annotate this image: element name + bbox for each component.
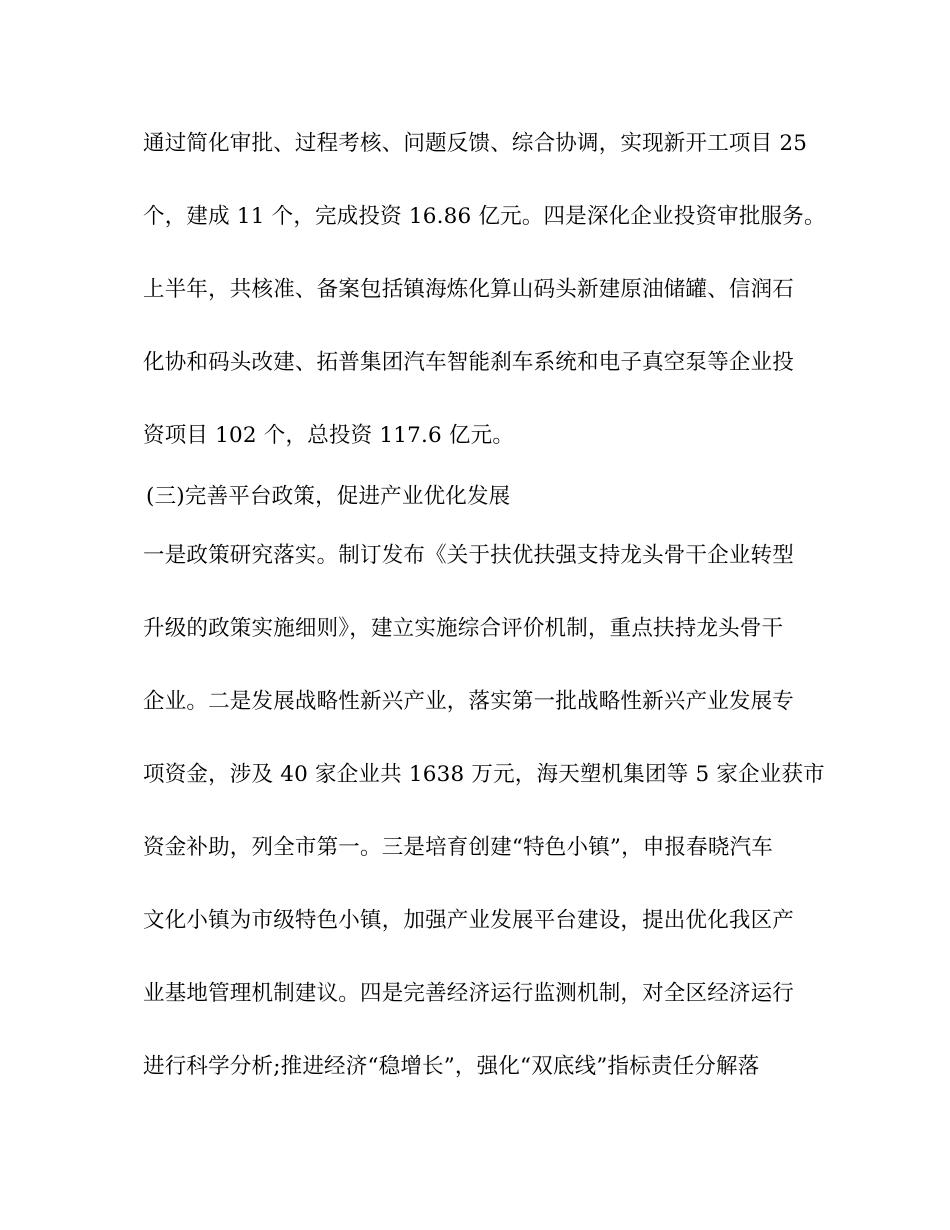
- paragraph-line: 通过简化审批、过程考核、问题反馈、综合协调，实现新开工项目 25: [143, 131, 808, 156]
- paragraph-line: 文化小镇为市级特色小镇，加强产业发展平台建设，提出优化我区产: [143, 908, 795, 933]
- paragraph-line: 化协和码头改建、拓普集团汽车智能刹车系统和电子真空泵等企业投: [143, 350, 795, 375]
- paragraph-line: 上半年，共核准、备案包括镇海炼化算山码头新建原油储罐、信润石: [143, 277, 795, 302]
- paragraph-line: 一是政策研究落实。制订发布《关于扶优扶强支持龙头骨干企业转型: [143, 543, 795, 568]
- paragraph-line: 项资金，涉及 40 家企业共 1638 万元，海天塑机集团等 5 家企业获市: [143, 762, 825, 787]
- paragraph-line: 个，建成 11 个，完成投资 16.86 亿元。四是深化企业投资审批服务。: [143, 204, 826, 229]
- paragraph-line: 业基地管理机制建议。四是完善经济运行监测机制，对全区经济运行: [143, 981, 795, 1006]
- paragraph-line: 资金补助，列全市第一。三是培育创建“特色小镇”，申报春晓汽车: [143, 835, 773, 860]
- paragraph-line: 资项目 102 个，总投资 117.6 亿元。: [143, 423, 515, 448]
- paragraph-line: 企业。二是发展战略性新兴产业，落实第一批战略性新兴产业发展专: [143, 689, 795, 714]
- section-heading: (三)完善平台政策，促进产业优化发展: [146, 484, 511, 509]
- paragraph-line: 进行科学分析;推进经济“稳增长”，强化“双底线”指标责任分解落: [143, 1054, 760, 1079]
- paragraph-line: 升级的政策实施细则》，建立实施综合评价机制，重点扶持龙头骨干: [143, 616, 784, 641]
